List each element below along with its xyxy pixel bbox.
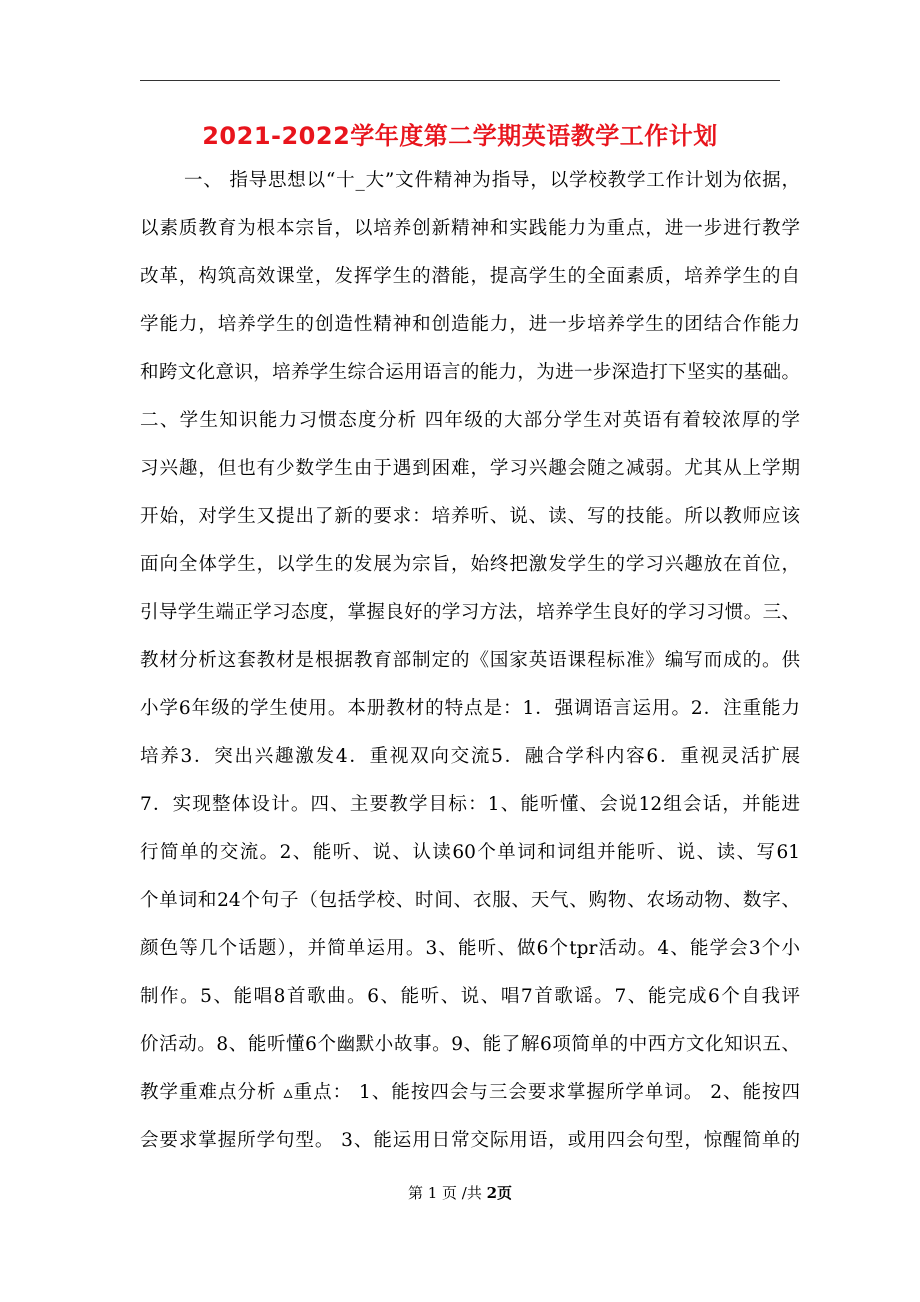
document-title: 2021-2022学年度第二学期英语教学工作计划: [202, 122, 718, 150]
body-line: 引导学生端正学习态度，掌握良好的学习方法，培养学生良好的学习习惯。三、: [140, 602, 800, 623]
body-line: 学能力，培养学生的创造性精神和创造能力，进一步培养学生的团结合作能力: [140, 314, 800, 335]
body-line: 面向全体学生，以学生的发展为宗旨，始终把激发学生的学习兴趣放在首位，: [140, 554, 800, 575]
page-footer: [0, 1182, 920, 1204]
body-line: 颜色等几个话题），并简单运用。3、能听、做6个tpr活动。4、能学会3个小: [140, 938, 800, 959]
body-line: 会要求掌握所学句型。 3、能运用日常交际用语，或用四会句型，惊醒简单的: [140, 1130, 800, 1151]
body-line: 一、 指导思想以“十_大”文件精神为指导，以学校教学工作计划为依据，: [184, 170, 800, 191]
body-line: 开始，对学生又提出了新的要求：培养听、说、读、写的技能。所以教师应该: [140, 506, 800, 527]
body-line: 制作。5、能唱8首歌曲。6、能听、说、唱7首歌谣。7、能完成6个自我评: [140, 986, 800, 1007]
body-line: 教材分析这套教材是根据教育部制定的《国家英语课程标准》编写而成的。供: [140, 650, 800, 671]
body-line: 价活动。8、能听懂6个幽默小故事。9、能了解6项简单的中西方文化知识五、: [140, 1034, 800, 1055]
body-line: 教学重难点分析 ▵重点： 1、能按四会与三会要求掌握所学单词。 2、能按四: [140, 1082, 800, 1103]
body-line: 改革，构筑高效课堂，发挥学生的潜能，提高学生的全面素质，培养学生的自: [140, 266, 800, 287]
body-line: 个单词和24个句子（包括学校、时间、衣服、天气、购物、农场动物、数字、: [140, 890, 800, 911]
page-number-prefix: 第 1 页 /共: [407, 1184, 487, 1202]
body-line: 小学6年级的学生使用。本册教材的特点是：1．强调语言运用。2．注重能力: [140, 698, 800, 719]
page-total: 2页: [486, 1184, 513, 1202]
header-rule: [140, 80, 780, 81]
body-line: 习兴趣，但也有少数学生由于遇到困难，学习兴趣会随之减弱。尤其从上学期: [140, 458, 800, 479]
body-line: 行简单的交流。2、能听、说、认读60个单词和词组并能听、说、读、写61: [140, 842, 800, 863]
body-line: 以素质教育为根本宗旨，以培养创新精神和实践能力为重点，进一步进行教学: [140, 218, 800, 239]
body-line: 和跨文化意识，培养学生综合运用语言的能力，为进一步深造打下坚实的基础。: [140, 362, 800, 383]
body-line: 7．实现整体设计。四、主要教学目标：1、能听懂、会说12组会话，并能进: [140, 794, 800, 815]
body-line: 培养3．突出兴趣激发4．重视双向交流5．融合学科内容6．重视灵活扩展: [140, 746, 800, 767]
body-line: 二、学生知识能力习惯态度分析 四年级的大部分学生对英语有着较浓厚的学: [140, 410, 800, 431]
